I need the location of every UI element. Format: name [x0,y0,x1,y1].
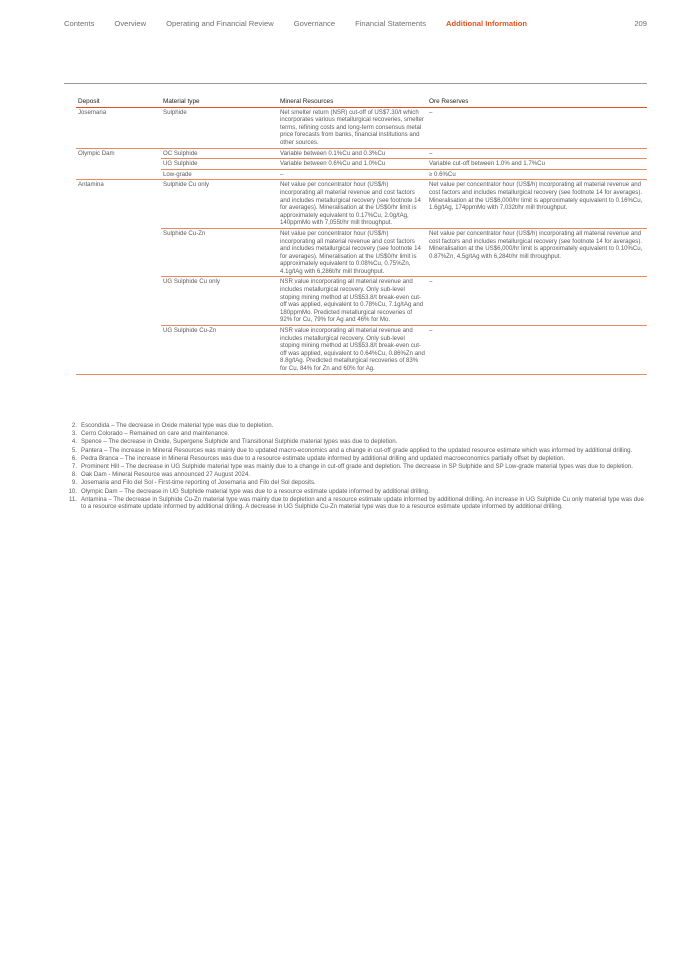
table-row [76,277,647,326]
footnote-text: Olympic Dam – The decrease in UG Sulphide material type was due to a resource estimate update informed by additional drilling. [81,487,430,495]
footnote-number: 3. [71,430,77,438]
footnote-number: 11. [68,495,77,503]
cell-reserves: – [427,326,647,375]
table-row [76,107,647,148]
cell-material: UG Sulphide Cu only [161,277,278,326]
footnote-number: 9. [71,479,77,487]
footnote-text: Antamina – The decrease in Sulphide Cu-Zn material type was mainly due to depletion and a resource estimate update informed by additional drilling. An increase in UG Sulphide Cu only material type was due to a resource estimate update informed by additional drilling. A decrease in UG Sulphide Cu-Zn material type was due to a resource estimate update informed by additional drilling. [81,495,644,511]
cell-material: UG Sulphide [161,159,278,170]
nav-contents[interactable]: Contents [64,18,95,28]
footnote-number: 4. [71,438,77,446]
cell-reserves: – [427,277,647,326]
footnotes-list [64,422,649,511]
cell-deposit: Josemaria [78,108,107,116]
footnote [64,471,649,479]
cell-reserves: Variable cut-off between 1.0% and 1.7%Cu [427,159,647,170]
footnote-number: 5. [71,446,77,454]
footnote-text: Escondida – The decrease in Oxide material type was due to depletion. [81,422,274,429]
footnote-number: 6. [71,454,77,462]
cut-off-grades-table [76,98,647,375]
footnote-number: 10. [68,487,77,495]
footnote-text: Pedra Branca – The increase in Mineral Resources was due to a resource estimate update informed by additional drilling and updated macroeconomics partially offset by depletion. [81,454,566,462]
header-mineral-resources: Mineral Resources [278,98,427,107]
cell-deposit [76,159,161,170]
cell-deposit [76,169,161,180]
footnote-number: 7. [71,462,77,470]
table-row [76,326,647,375]
footnote [64,447,649,455]
cell-reserves: – [427,148,647,159]
nav-financial-statements[interactable]: Financial Statements [355,18,426,28]
cell-resources: Net value per concentrator hour (US$/h) incorporating all material revenue and cost factors and includes metallurgical recovery (see footnote 14 for averages). Mineralisation at the US$0/hr limit is approximately equivalent to 0.17%Cu, 2.0g/tAg, 140ppmMo with 7,055t/hr mill throughput. [278,180,427,229]
footnote-text: Josemaria and Filo del Sol - First-time reporting of Josemaria and Filo del Sol deposits. [81,479,316,487]
nav-operating-financial-review[interactable]: Operating and Financial Review [166,18,274,28]
nav-overview[interactable]: Overview [114,18,147,28]
cell-resources: Variable between 0.1%Cu and 0.3%Cu [278,148,427,159]
footnote [64,496,649,511]
cell-reserves: Net value per concentrator hour (US$/h) incorporating all material revenue and cost factors and includes metallurgical recovery (see footnote 14 for averages). Mineralisation at the US$6,000/hr limit is approximately equivalent to 0.10%Cu, 0.87%Zn, 4.5g/tAg with 6,284t/hr mill throughput. [427,228,647,277]
table-row [76,169,647,180]
footnote [64,488,649,496]
footnote-text: Spence – The decrease in Oxide, Supergene Sulphide and Transitional Sulphide material types was due to depletion. [81,438,398,446]
cell-material: Sulphide Cu-Zn [161,228,278,277]
footnote [64,479,649,487]
table-row [76,148,647,159]
top-navigation [64,16,647,30]
cell-resources: – [278,169,427,180]
cell-resources: Net value per concentrator hour (US$/h) incorporating all material revenue and cost factors and includes metallurgical recovery (see footnote 14 for averages). Mineralisation at the US$0/hr limit is approximately equivalent to 0.08%Cu, 0.75%Zn, 4.1g/tAg with 6,286t/hr mill throughput. [278,228,427,277]
footnote-text: Cerro Colorado – Remained on care and maintenance. [81,430,230,438]
table-header-row [76,98,647,107]
nav-additional-information[interactable]: Additional Information [446,18,527,28]
cell-reserves: – [429,108,433,116]
cell-reserves: Net value per concentrator hour (US$/h) incorporating all material revenue and cost factors and includes metallurgical recovery (see footnote 14 for averages). Mineralisation at the US$6,000/hr limit is approximately equivalent to 0.16%Cu, 1.6g/tAg, 174ppmMo with 7,032t/hr mill throughput. [427,180,647,229]
footnote-text: Pantera – The increase in Mineral Resources was mainly due to updated macro-economics and a change in cut-off grade applied to the updated resource estimate which was informed by additional drilling. [81,446,633,454]
page-number: 209 [634,18,647,28]
footnote-text: Oak Dam - Mineral Resource was announced 27 August 2024. [81,471,251,479]
header-divider [64,83,647,84]
header-deposit: Deposit [76,98,161,107]
cell-deposit [76,326,161,375]
footnote-number: 2. [71,422,77,429]
cell-reserves: ≥ 0.6%Cu [427,169,647,180]
cell-resources: NSR value incorporating all material revenue and includes metallurgical recovery. Only sub-level stoping mining method at US$53.8/t break-even cut-off was applied, equivalent to 0.64%Cu, 0.86%Zn and 8.8g/tAg. Predicted metallurgical recoveries of 83% for Cu, 84% for Zn and 60% for Ag. [278,326,427,375]
footnote [64,422,649,430]
cell-resources: Variable between 0.6%Cu and 1.0%Cu [278,159,427,170]
table-row [76,228,647,277]
cell-deposit: Antamina [76,180,161,229]
cell-material: Sulphide Cu only [161,180,278,229]
footnote-number: 8. [71,471,77,479]
nav-governance[interactable]: Governance [293,18,336,28]
cell-material: Sulphide [163,108,187,116]
footnote-text: Prominent Hill – The decrease in UG Sulphide material type was mainly due to a change in cut-off grade and depletion. The decrease in SP Sulphide and SP Low-grade material types was due to depletion. [81,462,633,470]
cell-deposit [76,228,161,277]
header-material-type: Material type [161,98,278,107]
table-row [76,159,647,170]
footnote [64,463,649,471]
cell-resources: NSR value incorporating all material revenue and includes metallurgical recovery. Only sub-level stoping mining method at US$53.8/t break-even cut-off was applied, equivalent to 0.78%Cu, 7.1g/tAg and 180ppmMo. Predicted metallurgical recoveries of 92% for Cu, 79% for Ag and 46% for Mo. [278,277,427,326]
footnote [64,455,649,463]
cell-material: OC Sulphide [161,148,278,159]
cell-deposit: Olympic Dam [76,148,161,159]
cell-deposit [76,277,161,326]
cell-material: Low-grade [161,169,278,180]
table-row [76,180,647,229]
cell-material: UG Sulphide Cu-Zn [161,326,278,375]
cell-resources: Net smelter return (NSR) cut-off of US$7.30/t which incorporates various metallurgical recoveries, smelter terms, refining costs and long-term consensus metal price forecasts from banks, financial institutions and other sources. [280,108,424,146]
header-ore-reserves: Ore Reserves [427,98,647,107]
footnote [64,430,649,438]
footnote [64,438,649,446]
